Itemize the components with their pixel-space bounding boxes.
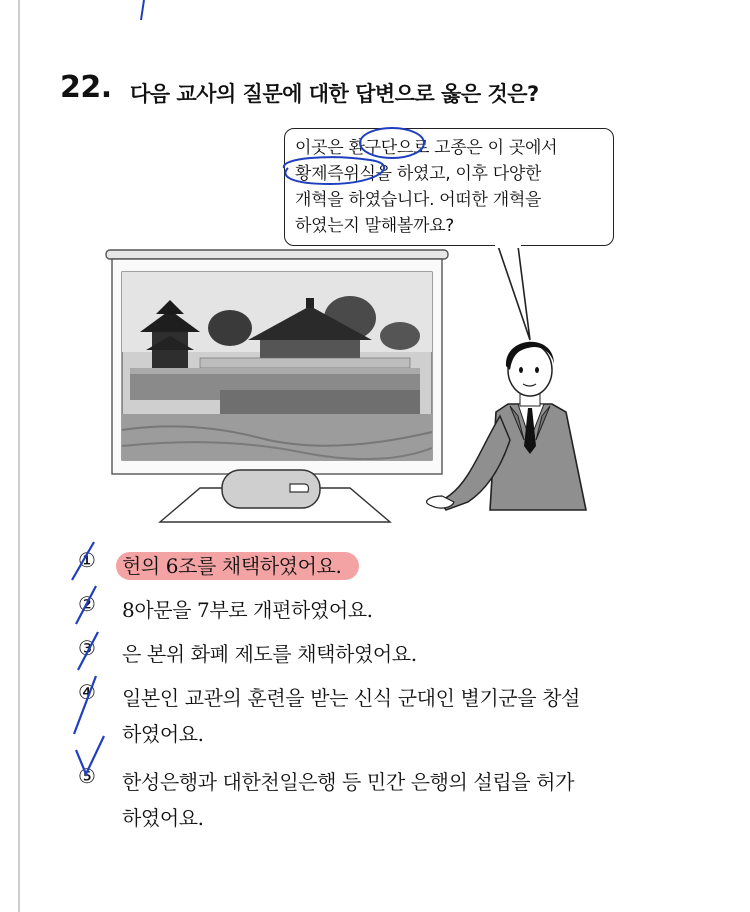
option-text-continued: 하였어요.: [122, 722, 204, 746]
option-number: ②: [78, 592, 96, 616]
option-5[interactable]: [78, 764, 698, 848]
option-number: ①: [78, 548, 96, 572]
projector: [222, 470, 320, 508]
option-3[interactable]: [78, 636, 698, 680]
pen-circle-marks: [270, 120, 430, 200]
option-2[interactable]: [78, 592, 698, 636]
answer-options: [78, 548, 698, 848]
option-text-highlighted: 헌의 6조를 채택하였어요.: [116, 552, 359, 580]
option-number: ⑤: [78, 764, 96, 788]
bubble-line: 황제즉위식을 하였고, 이후 다양한: [295, 164, 542, 184]
option-1[interactable]: [78, 548, 698, 592]
question-number: 22.: [60, 70, 112, 105]
bubble-line: 이곳은 환구단으로 고종은 이 곳에서: [295, 138, 558, 158]
option-text: 일본인 교관의 훈련을 받는 신식 군대인 별기군을 창설: [122, 686, 580, 710]
option-text: 한성은행과 대한천일은행 등 민간 은행의 설립을 허가: [122, 770, 574, 794]
pen-answer-marks: [60, 540, 120, 800]
bubble-line: 개혁을 하였습니다. 어떠한 개혁을: [295, 190, 542, 210]
pen-mark-top: [138, 0, 150, 22]
option-number: ③: [78, 636, 96, 660]
question-prompt: 다음 교사의 질문에 대한 답변으로 옳은 것은?: [130, 82, 539, 106]
option-number: ④: [78, 680, 96, 704]
teacher-figure: [427, 342, 586, 510]
page-margin-line: [18, 0, 20, 912]
option-text: 은 본위 화폐 제도를 채택하였어요.: [122, 642, 417, 666]
bubble-line: 하였는지 말해볼까요?: [295, 216, 454, 236]
option-text-continued: 하였어요.: [122, 806, 204, 830]
historical-photo: [122, 272, 432, 460]
option-text: 8아문을 7부로 개편하였어요.: [122, 598, 373, 622]
classroom-illustration: [100, 240, 620, 530]
option-4[interactable]: [78, 680, 698, 764]
